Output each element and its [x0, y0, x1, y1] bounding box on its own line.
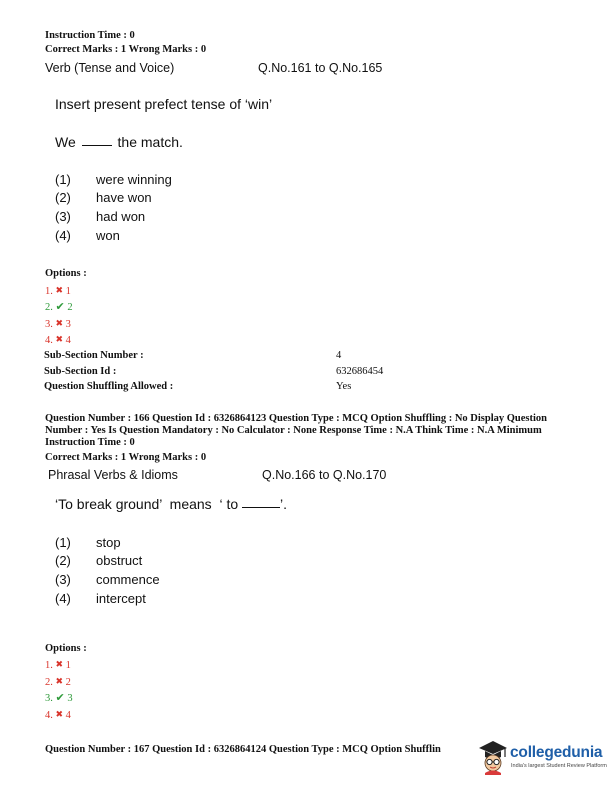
section-title: Phrasal Verbs & Idioms: [48, 468, 178, 482]
sentence-end: the match.: [117, 134, 183, 150]
option-number: 3.: [45, 319, 53, 330]
question-prompt: Insert present prefect tense of ‘win’: [55, 96, 273, 112]
instruction-time: Instruction Time : 0: [45, 30, 135, 41]
sub-section-id-value: 632686454: [336, 366, 384, 377]
option-number: 3.: [45, 693, 53, 704]
marks-line: Correct Marks : 1 Wrong Marks : 0: [45, 452, 207, 463]
options-label: Options :: [45, 268, 87, 279]
prompt-start: ‘To break ground’ means ‘ to: [55, 496, 239, 512]
option-row: [45, 334, 71, 347]
option-number: 1.: [45, 286, 53, 297]
option-value: 3: [67, 693, 73, 704]
option-value: 2: [67, 302, 73, 313]
marks-line: Correct Marks : 1 Wrong Marks : 0: [45, 44, 207, 55]
options-label: Options :: [45, 643, 87, 654]
instruction-time: Instruction Time : 0: [45, 437, 135, 448]
choice-text: were winning: [96, 172, 172, 187]
question-range: Q.No.166 to Q.No.170: [262, 468, 387, 482]
question-header-line1: Question Number : 166 Question Id : 6326864123 Question Type : MCQ Option Shuffling : No Display Question: [45, 413, 548, 424]
question-prompt: [55, 496, 287, 512]
option-number: 2.: [45, 677, 53, 688]
option-value: 1: [65, 660, 71, 671]
correct-icon: ✔: [55, 301, 65, 313]
section-title: Verb (Tense and Voice): [45, 61, 175, 75]
blank: [82, 145, 112, 146]
choice-number: (3): [55, 572, 71, 587]
option-value: 3: [65, 319, 71, 330]
option-row: [45, 692, 73, 705]
next-question-header: Question Number : 167 Question Id : 6326864124 Question Type : MCQ Option Shufflin: [45, 744, 441, 755]
wrong-icon: ✖: [55, 659, 64, 669]
question-header-line2: Number : Yes Is Question Mandatory : No Calculator : None Response Time : N.A Think Time : N.A Minimum: [45, 425, 542, 436]
wrong-icon: ✖: [55, 676, 64, 686]
shuffling-label: Question Shuffling Allowed :: [44, 381, 174, 392]
choice-number: (2): [55, 190, 71, 205]
question-range: Q.No.161 to Q.No.165: [258, 61, 383, 75]
blank: [242, 507, 280, 508]
sentence-start: We: [55, 134, 76, 150]
question-sentence: [55, 134, 183, 150]
option-number: 4.: [45, 710, 53, 721]
choice-text: obstruct: [96, 553, 143, 568]
option-row: [45, 285, 71, 298]
option-row: [45, 709, 71, 722]
option-number: 2.: [45, 302, 53, 313]
option-number: 1.: [45, 660, 53, 671]
choice-text: won: [96, 228, 120, 243]
sub-section-id-label: Sub-Section Id :: [44, 366, 117, 377]
brand-tagline: India's largest Student Review Platform: [511, 763, 607, 769]
option-value: 4: [65, 710, 71, 721]
wrong-icon: ✖: [55, 334, 64, 344]
prompt-end: ’.: [280, 496, 288, 512]
choice-number: (1): [55, 172, 71, 187]
option-row: [45, 318, 71, 331]
shuffling-value: Yes: [336, 381, 352, 392]
correct-icon: ✔: [55, 692, 65, 704]
wrong-icon: ✖: [55, 285, 64, 295]
choice-text: had won: [96, 209, 146, 224]
wrong-icon: ✖: [55, 709, 64, 719]
brand-logo: collegedunia: [510, 744, 603, 761]
choice-number: (4): [55, 591, 71, 606]
choice-number: (2): [55, 553, 71, 568]
choice-text: stop: [96, 535, 121, 550]
option-number: 4.: [45, 335, 53, 346]
wrong-icon: ✖: [55, 318, 64, 328]
sub-section-number-label: Sub-Section Number :: [44, 350, 144, 361]
choice-text: have won: [96, 190, 152, 205]
option-value: 2: [65, 677, 71, 688]
option-value: 4: [65, 335, 71, 346]
option-row: [45, 659, 71, 672]
choice-number: (4): [55, 228, 71, 243]
student-mascot-icon: [476, 737, 510, 775]
choice-text: commence: [96, 572, 160, 587]
sub-section-number-value: 4: [336, 350, 342, 361]
option-row: [45, 676, 71, 689]
choice-number: (3): [55, 209, 71, 224]
option-value: 1: [65, 286, 71, 297]
choice-number: (1): [55, 535, 71, 550]
option-row: [45, 301, 73, 314]
choice-text: intercept: [96, 591, 146, 606]
